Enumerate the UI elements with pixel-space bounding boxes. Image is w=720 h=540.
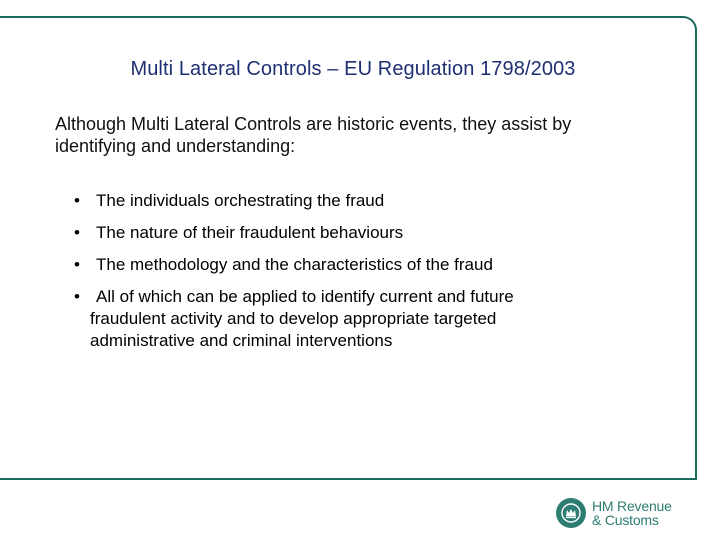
bullet-icon: • xyxy=(74,191,80,210)
bullet-icon: • xyxy=(74,223,80,242)
bullet-text: The nature of their fraudulent behaviours xyxy=(96,223,404,242)
bullet-icon: • xyxy=(74,287,80,306)
logo-line-2: & Customs xyxy=(592,512,659,528)
logo-line-1: HM Revenue xyxy=(592,498,672,514)
bullet-text: The methodology and the characteristics of the fraud xyxy=(96,255,493,274)
list-item xyxy=(74,254,634,276)
bullet-text: All of which can be applied to identify current and future xyxy=(96,287,514,306)
logo-text xyxy=(592,499,672,527)
intro-text: Although Multi Lateral Controls are historic events, they assist by identifying and understanding: xyxy=(55,114,572,156)
list-item xyxy=(74,286,634,352)
slide-title: Multi Lateral Controls – EU Regulation 1798/2003 xyxy=(130,58,576,80)
bullet-text-continued: administrative and criminal interventions xyxy=(90,331,393,350)
bullet-list xyxy=(74,190,634,362)
bullet-text-continued: fraudulent activity and to develop appropriate targeted xyxy=(90,309,497,328)
list-item xyxy=(74,190,634,212)
list-item xyxy=(74,222,634,244)
crown-crest-icon xyxy=(556,498,586,528)
hmrc-logo xyxy=(556,496,672,530)
bullet-icon: • xyxy=(74,255,80,274)
bullet-text: The individuals orchestrating the fraud xyxy=(96,191,385,210)
